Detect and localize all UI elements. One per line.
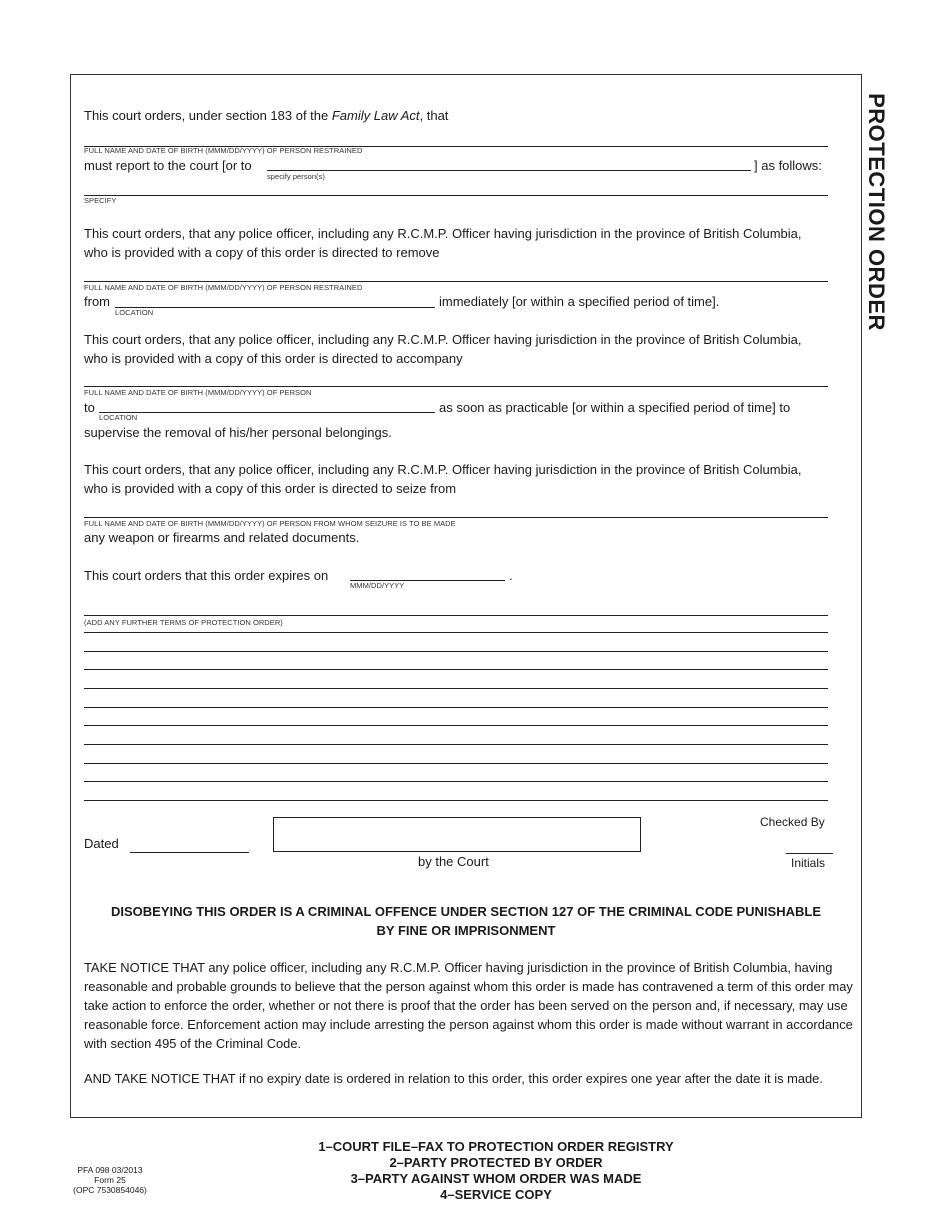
side-title: PROTECTION ORDER xyxy=(864,93,889,331)
expires-text: This court orders that this order expires on xyxy=(84,568,329,583)
warning-line2: BY FINE OR IMPRISONMENT xyxy=(376,923,556,938)
specify-label: SPECIFY xyxy=(84,196,117,205)
dated-label: Dated xyxy=(84,836,119,851)
specify-persons-field[interactable] xyxy=(267,170,751,171)
remove-text: This court orders, that any police officer, including any R.C.M.P. Officer having jurisdiction in the province of British Columbia, who is provided with a copy of this order is directed to remove xyxy=(84,226,802,260)
warning-text xyxy=(70,902,862,940)
checked-by-label: Checked By xyxy=(760,815,825,829)
from-label: from xyxy=(84,294,110,309)
to-label: to xyxy=(84,400,95,415)
opc-number: (OPC 7530854046) xyxy=(73,1185,147,1195)
immediately-text: immediately [or within a specified period of time]. xyxy=(439,294,720,309)
remove-location-label: LOCATION xyxy=(115,308,154,317)
court-signature-box[interactable] xyxy=(273,817,641,852)
supervise-text: supervise the removal of his/her personal belongings. xyxy=(84,425,392,440)
intro-suffix: , that xyxy=(419,108,449,123)
further-terms-label: (ADD ANY FURTHER TERMS OF PROTECTION ORDER) xyxy=(84,618,283,627)
expiry-notice-paragraph: AND TAKE NOTICE THAT if no expiry date is ordered in relation to this order, this order expires one year after the date it is made. xyxy=(84,1071,823,1086)
accompany-text: This court orders, that any police officer, including any R.C.M.P. Officer having jurisdiction in the province of British Columbia, who is provided with a copy of this order is directed to accompany xyxy=(84,332,802,366)
accompany-location-field[interactable] xyxy=(99,412,435,413)
further-terms-line[interactable] xyxy=(84,800,828,801)
initials-field[interactable] xyxy=(786,853,833,854)
weapons-text: any weapon or firearms and related documents. xyxy=(84,530,360,545)
intro-prefix: This court orders, under section 183 of the xyxy=(84,108,332,123)
accompany-person-label: FULL NAME AND DATE OF BIRTH (MMM/DD/YYYY) OF PERSON xyxy=(84,388,312,397)
form-number: Form 25 xyxy=(94,1175,126,1185)
accompany-person-field[interactable] xyxy=(84,386,828,387)
initials-label: Initials xyxy=(791,856,826,870)
notice-paragraph: TAKE NOTICE THAT any police officer, including any R.C.M.P. Officer having jurisdiction in the province of British Columbia, having reasonable and probable grounds to believe that the person against whom this order is made has contravened a term of this order may take action to enforce the order, whether or not there is proof that the order has been served on the person and, if necessary, may use reasonable force. Enforcement action may include arresting the person against whom this order is made without warrant in accordance with section 495 of the Criminal Code. xyxy=(84,960,853,1051)
form-code xyxy=(60,1165,160,1195)
seize-text: This court orders, that any police officer, including any R.C.M.P. Officer having jurisdiction in the province of British Columbia, who is provided with a copy of this order is directed to seize from xyxy=(84,462,802,496)
warning-line1: DISOBEYING THIS ORDER IS A CRIMINAL OFFENCE UNDER SECTION 127 OF THE CRIMINAL CODE PUNISHABLE xyxy=(110,904,821,919)
further-terms-line[interactable] xyxy=(84,744,828,745)
further-terms-line[interactable] xyxy=(84,763,828,764)
remove-person-field[interactable] xyxy=(84,281,828,282)
copy-distribution xyxy=(236,1139,756,1203)
further-terms-line[interactable] xyxy=(84,651,828,652)
remove-person-label: FULL NAME AND DATE OF BIRTH (MMM/DD/YYYY) OF PERSON RESTRAINED xyxy=(84,283,363,292)
specify-persons-label: specify person(s) xyxy=(267,172,325,181)
specify-field[interactable] xyxy=(84,195,828,196)
expiry-date-label: MMM/DD/YYYY xyxy=(350,581,405,590)
further-terms-line[interactable] xyxy=(84,615,828,616)
intro-text xyxy=(84,106,448,125)
further-terms-line[interactable] xyxy=(84,725,828,726)
accompany-location-label: LOCATION xyxy=(99,413,138,422)
expires-period: . xyxy=(509,568,513,583)
seize-person-field[interactable] xyxy=(84,517,828,518)
remove-location-field[interactable] xyxy=(115,307,435,308)
report-prefix: must report to the court [or to xyxy=(84,158,252,173)
copy-item: 1–COURT FILE–FAX TO PROTECTION ORDER REGISTRY xyxy=(318,1139,674,1154)
act-name: Family Law Act xyxy=(331,108,420,123)
further-terms-line[interactable] xyxy=(84,707,828,708)
dated-field[interactable] xyxy=(130,852,249,853)
copy-item: 3–PARTY AGAINST WHOM ORDER WAS MADE xyxy=(350,1171,642,1186)
copy-item: 4–SERVICE COPY xyxy=(440,1187,552,1202)
further-terms-line[interactable] xyxy=(84,632,828,633)
by-court-label: by the Court xyxy=(418,854,489,869)
form-code-number: PFA 098 03/2013 xyxy=(77,1165,143,1175)
person-restrained-label: FULL NAME AND DATE OF BIRTH (MMM/DD/YYYY) OF PERSON RESTRAINED xyxy=(84,146,363,155)
further-terms-line[interactable] xyxy=(84,669,828,670)
report-suffix: ] as follows: xyxy=(754,158,822,173)
further-terms-line[interactable] xyxy=(84,688,828,689)
further-terms-line[interactable] xyxy=(84,781,828,782)
copy-item: 2–PARTY PROTECTED BY ORDER xyxy=(389,1155,603,1170)
seize-person-label: FULL NAME AND DATE OF BIRTH (MMM/DD/YYYY) OF PERSON FROM WHOM SEIZURE IS TO BE MADE xyxy=(84,519,456,528)
practicable-text: as soon as practicable [or within a specified period of time] to xyxy=(439,400,791,415)
